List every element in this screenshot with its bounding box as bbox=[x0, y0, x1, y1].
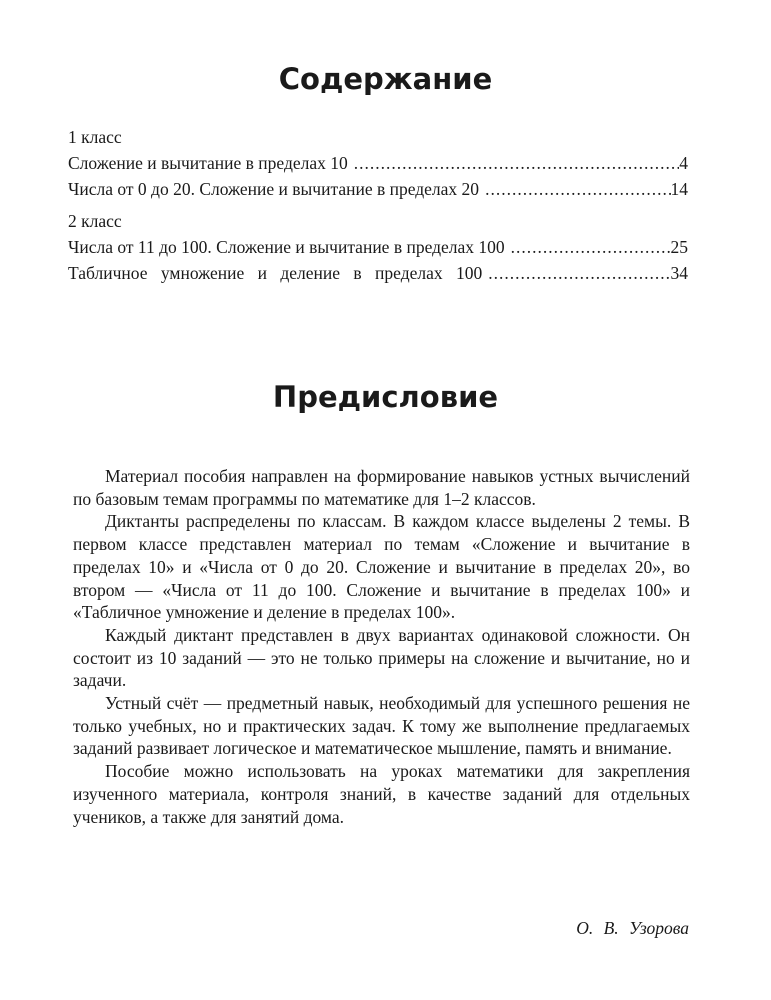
preface-author: О. В. Узорова bbox=[576, 918, 689, 938]
toc-grade-label: 2 класс bbox=[68, 211, 122, 231]
preface-paragraph: Каждый диктант представлен в двух вариантах одинаковой сложности. Он состоит из 10 заданий — это не только примеры на сложение и вычитание, но и задачи. bbox=[73, 624, 690, 691]
preface-title: Предисловие bbox=[272, 380, 499, 414]
toc-leader-dots bbox=[348, 150, 680, 176]
toc-grade-label: 1 класс bbox=[68, 127, 122, 147]
preface-paragraph: Пособие можно использовать на уроках математики для закрепления изученного материала, контроля знаний, в качестве заданий для отдельных учеников, а также для занятий дома. bbox=[73, 761, 690, 827]
toc-entry-title: Числа от 11 до 100. Сложение и вычитание в пределах 100 bbox=[68, 237, 505, 257]
preface-paragraph: Материал пособия направлен на формирование навыков устных вычислений по базовым темам программы по математике для 1–2 классов. bbox=[73, 466, 690, 509]
toc-leader-dots bbox=[505, 234, 671, 260]
preface-paragraph: Диктанты распределены по классам. В каждом классе выделены 2 темы. В первом классе представлен материал по темам «Сложение и вычитание в пределах 10» и «Числа от 0 до 20. Сложение и вычитание в пределах 20», во втором — «Числа от 11 до 100. Сложение и вычитание в пределах 100» и «Табличное умножение и деление в пределах 100». bbox=[73, 511, 690, 623]
toc-entry-page: 14 bbox=[670, 179, 688, 199]
toc-entry-title: Табличное умножение и деление в пределах 100 bbox=[68, 263, 483, 283]
contents-title: Содержание bbox=[278, 62, 493, 96]
toc-entry[interactable] bbox=[68, 260, 688, 286]
toc-entry[interactable] bbox=[68, 234, 688, 260]
toc-section-grade-2 bbox=[68, 208, 688, 286]
toc-entry[interactable] bbox=[68, 176, 688, 202]
preface-body bbox=[73, 465, 690, 828]
toc-entry-page: 34 bbox=[670, 263, 688, 283]
toc-leader-dots bbox=[482, 260, 670, 286]
toc-entry-title: Сложение и вычитание в пределах 10 bbox=[68, 153, 348, 173]
toc-entry[interactable] bbox=[68, 150, 688, 176]
preface-paragraph: Устный счёт — предметный навык, необходимый для успешного решения не только учебных, но и практических задач. К тому же выполнение предлагаемых заданий развивает логическое и математическое мышление, память и внимание. bbox=[73, 693, 690, 759]
toc-leader-dots bbox=[479, 176, 670, 202]
toc-entry-title: Числа от 0 до 20. Сложение и вычитание в пределах 20 bbox=[68, 179, 480, 199]
toc-entry-page: 25 bbox=[670, 237, 688, 257]
toc-entry-page: 4 bbox=[679, 153, 688, 173]
toc-section-grade-1 bbox=[68, 124, 688, 202]
